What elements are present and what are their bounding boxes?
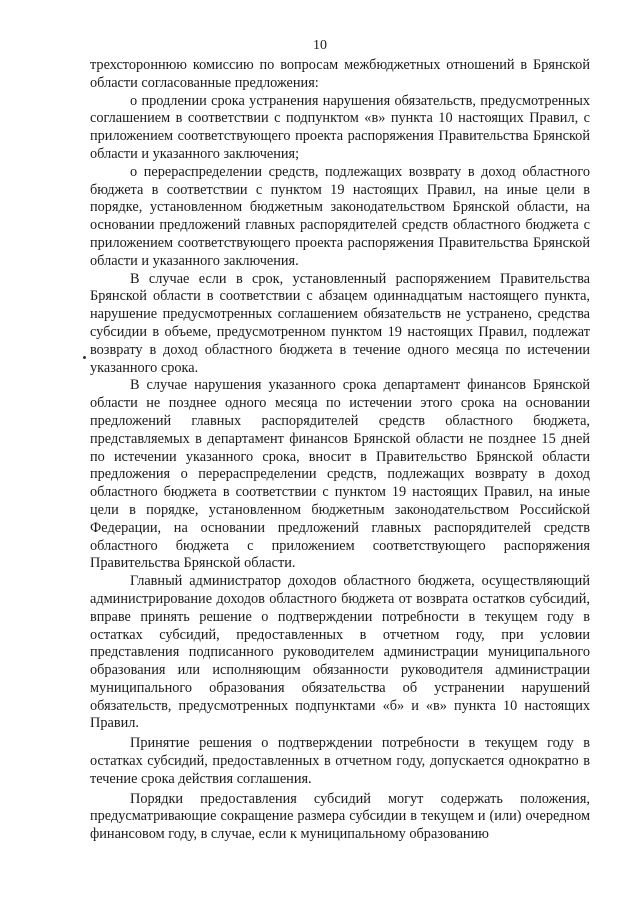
paragraph-continuation: трехстороннюю комиссию по вопросам межбюджетных отношений в Брянской области согласованные предложения: (90, 57, 590, 91)
ink-dot-mark (83, 356, 86, 359)
paragraph-deadline-violation: В случае нарушения указанного срока департамент финансов Брянской области не позднее одного месяца по истечении этого срока на основании предложений главных распорядителей средств областного бюджета, представляемых в департамент финансов Брянской области не позднее 15 дней по истечении указанного срока, вносит в Правительство Брянской области предложения о перераспределении средств, подлежащих возврату в доход областного бюджета в соответствии с пунктом 19 настоящих Правил, на иные цели в порядке, установленном бюджетным законодательством Российской Федерации, на основании предложений главных распорядителей средств областного бюджета с приложением соответствующего распоряжения Правительства Брянской области. (90, 377, 590, 572)
paragraph-subsidy-reduction: Порядки предоставления субсидий могут содержать положения, предусматривающие сокращение размера субсидии в текущем и (или) очередном финансовом году, в случае, если к муниципальному образованию (90, 790, 590, 843)
document-body (90, 57, 590, 844)
paragraph-return-of-funds: В случае если в срок, установленный распоряжением Правительства Брянской области в соответствии с абзацем одиннадцатым настоящего пункта, нарушение предусмотренных соглашением обязательств не устранено, средства субсидии в объеме, предусмотренном пунктом 19 настоящих Правил, подлежат возврату в доход областного бюджета в течение одного месяца по истечении указанного срока. (90, 270, 590, 376)
page-number: 10 (313, 38, 327, 53)
paragraph-chief-administrator: Главный администратор доходов областного бюджета, осуществляющий администрирование доходов областного бюджета от возврата остатков субсидий, вправе принять решение о подтверждении потребности в текущем году в остатках субсидий, предоставленных в отчетном году, при условии представления подписанного руководителем администрации муниципального образования или исполняющим обязанности руководителя администрации муниципального образования обязательства об устранении нарушений обязательств, предусмотренных подпунктами «б» и «в» пункта 10 настоящих Правил. (90, 573, 590, 732)
paragraph-extension-proposal: о продлении срока устранения нарушения обязательств, предусмотренных соглашением в соответствии с подпунктом «в» пункта 10 настоящих Правил, с приложением соответствующего проекта распоряжения Правительства Брянской области и указанного заключения; (90, 92, 590, 162)
paragraph-redistribution-proposal: о перераспределении средств, подлежащих возврату в доход областного бюджета в соответствии с пунктом 19 настоящих Правил, на иные цели в порядке, установленном бюджетным законодательством Брянской области, на основании предложений главных распорядителей средств областного бюджета с приложением соответствующего проекта распоряжения Правительства Брянской области и указанного заключения. (90, 163, 590, 269)
paragraph-one-time-decision: Принятие решения о подтверждении потребности в текущем году в остатках субсидий, предоставленных в отчетном году, допускается однократно в течение срока действия соглашения. (90, 735, 590, 787)
